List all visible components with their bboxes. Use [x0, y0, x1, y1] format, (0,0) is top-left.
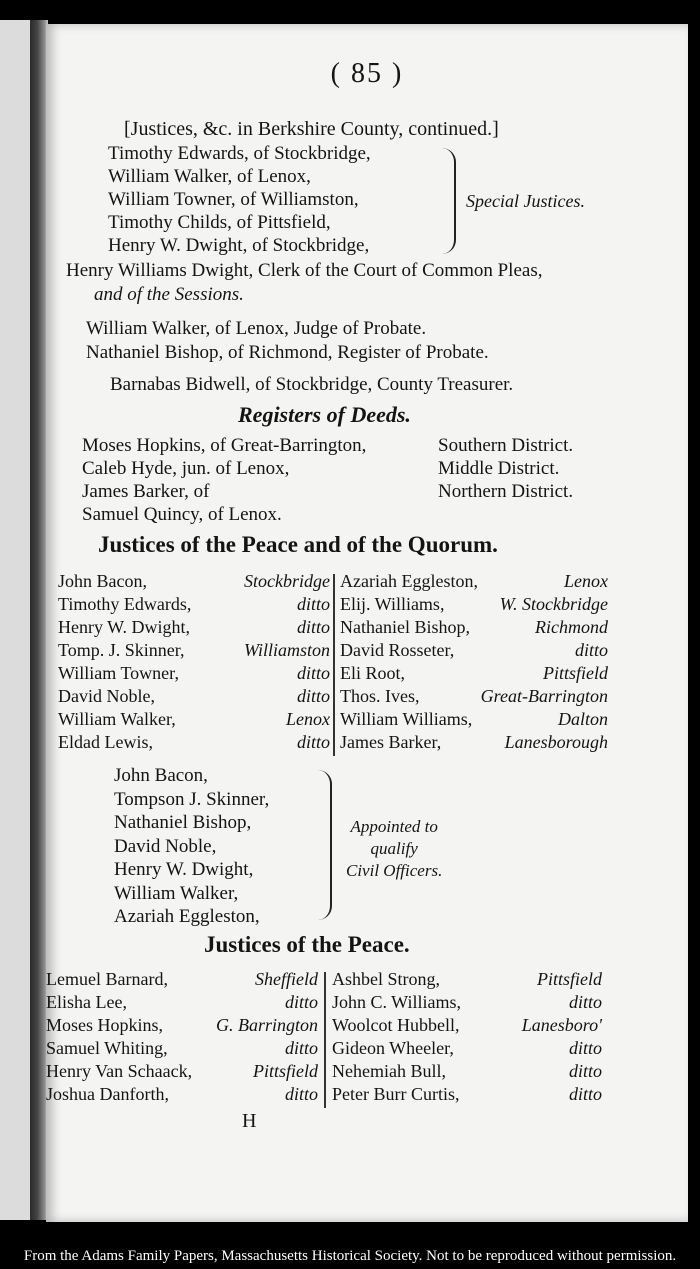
justice-row — [332, 1037, 602, 1060]
justice-place: Lanesboro' — [521, 1015, 602, 1035]
justice-row — [332, 1060, 602, 1083]
justice-place: ditto — [296, 663, 330, 683]
justice-place: Pittsfield — [253, 1061, 318, 1081]
register-name: Moses Hopkins, of Great-Barrington, — [82, 435, 367, 456]
justice-row — [58, 662, 330, 685]
special-justice: William Walker, of Lenox, — [108, 166, 311, 187]
justice-name: Timothy Edwards, — [58, 594, 192, 614]
justice-name: Eli Root, — [340, 663, 406, 683]
justice-row — [58, 685, 330, 708]
page-number: ( 85 ) — [330, 58, 404, 89]
justice-place: ditto — [296, 686, 330, 706]
justice-row — [340, 708, 608, 731]
registers-districts — [438, 434, 573, 503]
column-rule — [333, 574, 335, 756]
justice-name: William Walker, — [58, 709, 176, 729]
justice-name: Joshua Danforth, — [46, 1084, 169, 1104]
civil-officer: William Walker, — [114, 882, 239, 904]
justice-place: Pittsfield — [543, 663, 608, 683]
justice-name: William Towner, — [58, 663, 179, 683]
justice-place: ditto — [296, 617, 330, 637]
justice-row — [332, 1014, 602, 1037]
justice-place: ditto — [568, 1038, 602, 1058]
registers-names — [82, 434, 366, 526]
civil-officer: John Bacon, — [114, 765, 208, 786]
justice-name: David Rosseter, — [340, 640, 455, 660]
justice-name: Woolcot Hubbell, — [332, 1015, 460, 1035]
civil-officers-label — [346, 816, 442, 882]
special-justice: Timothy Childs, of Pittsfield, — [108, 212, 331, 233]
justice-place: ditto — [284, 992, 318, 1012]
justice-name: Nathaniel Bishop, — [340, 617, 470, 637]
register-district: Northern District. — [438, 481, 574, 502]
justice-row — [46, 1083, 318, 1106]
justice-name: Tomp. J. Skinner, — [58, 640, 185, 660]
justice-place: ditto — [568, 1061, 602, 1081]
justice-place: ditto — [574, 640, 608, 660]
clerk-line-1: Henry Williams Dwight, Clerk of the Court of Common Pleas, — [66, 260, 543, 281]
brace — [318, 770, 332, 920]
justice-name: Elisha Lee, — [46, 992, 127, 1012]
brace — [442, 148, 456, 254]
special-justice: Timothy Edwards, of Stockbridge, — [108, 143, 371, 164]
special-justices-list — [108, 142, 371, 257]
justice-name: Gideon Wheeler, — [332, 1038, 454, 1058]
justice-row — [340, 570, 608, 593]
justice-place: Williamston — [243, 640, 330, 660]
justice-place: Pittsfield — [537, 969, 602, 989]
justice-name: Elij. Williams, — [340, 594, 445, 614]
justice-place: Lenox — [286, 709, 330, 729]
justice-place: Dalton — [557, 709, 608, 729]
justice-row — [46, 1014, 318, 1037]
justice-row — [332, 1083, 602, 1106]
justice-place: ditto — [284, 1084, 318, 1104]
probate-judge: William Walker, of Lenox, Judge of Probate. — [86, 318, 427, 339]
justice-row — [340, 616, 608, 639]
special-justice: William Towner, of Williamston, — [108, 189, 359, 210]
justice-name: Ashbel Strong, — [332, 969, 440, 989]
justice-place: G. Barrington — [215, 1015, 318, 1035]
county-treasurer: Barnabas Bidwell, of Stockbridge, County Treasurer. — [110, 374, 514, 395]
justice-place: ditto — [296, 594, 330, 614]
justice-place: Richmond — [535, 617, 608, 637]
justice-name: James Barker, — [340, 732, 442, 752]
peace-left-column — [46, 968, 318, 1106]
justice-name: Moses Hopkins, — [46, 1015, 164, 1035]
register-district: Middle District. — [438, 458, 560, 479]
justice-row — [340, 731, 608, 754]
justice-row — [58, 708, 330, 731]
quorum-heading: Justices of the Peace and of the Quorum. — [98, 532, 498, 557]
peace-right-column — [332, 968, 602, 1106]
justice-place: Great-Barrington — [480, 686, 608, 706]
justice-name: Nehemiah Bull, — [332, 1061, 446, 1081]
justice-row — [46, 1037, 318, 1060]
special-justice: Henry W. Dwight, of Stockbridge, — [108, 235, 370, 256]
justice-row — [46, 968, 318, 991]
justice-name: John Bacon, — [58, 571, 147, 591]
civil-officer: Azariah Eggleston, — [114, 906, 260, 927]
justice-place: Lanesborough — [504, 732, 608, 752]
justice-name: William Williams, — [340, 709, 473, 729]
register-district: Southern District. — [438, 435, 574, 456]
justice-name: Lemuel Barnard, — [46, 969, 168, 989]
justice-row — [340, 593, 608, 616]
registers-heading: Registers of Deeds. — [238, 402, 411, 427]
justice-row — [58, 593, 330, 616]
justice-name: John C. Williams, — [332, 992, 461, 1012]
justice-name: Henry W. Dwight, — [58, 617, 190, 637]
civil-officer: Henry W. Dwight, — [114, 859, 254, 880]
justice-place: Lenox — [564, 571, 608, 591]
justice-name: Azariah Eggleston, — [340, 571, 478, 591]
civil-officers-label-line: Civil Officers. — [346, 861, 443, 880]
register-name: Samuel Quincy, of Lenox. — [82, 504, 282, 525]
peace-heading: Justices of the Peace. — [204, 932, 410, 957]
justice-row — [58, 639, 330, 662]
justice-place: ditto — [568, 1084, 602, 1104]
justice-name: Henry Van Schaack, — [46, 1061, 193, 1081]
justice-row — [340, 662, 608, 685]
justice-place: W. Stockbridge — [499, 594, 608, 614]
justice-row — [340, 685, 608, 708]
signature-mark: H — [242, 1110, 257, 1132]
civil-officers-label-line: qualify — [370, 839, 418, 858]
civil-officers-list — [114, 764, 269, 929]
justice-place: Sheffield — [255, 969, 318, 989]
justice-place: ditto — [296, 732, 330, 752]
civil-officer: David Noble, — [114, 835, 217, 857]
justice-row — [46, 1060, 318, 1083]
probate-register: Nathaniel Bishop, of Richmond, Register of Probate. — [86, 342, 489, 363]
civil-officers-label-line: Appointed to — [350, 817, 438, 836]
register-name: James Barker, of — [82, 481, 210, 502]
justice-name: Samuel Whiting, — [46, 1038, 168, 1058]
civil-officer: Nathaniel Bishop, — [114, 812, 252, 833]
justice-name: Peter Burr Curtis, — [332, 1084, 460, 1104]
justice-row — [58, 616, 330, 639]
justice-name: Eldad Lewis, — [58, 732, 153, 752]
document-page — [46, 24, 688, 1222]
quorum-left-column — [58, 570, 330, 754]
quorum-right-column — [340, 570, 608, 754]
special-justices-label: Special Justices. — [466, 191, 585, 211]
justice-name: David Noble, — [58, 686, 155, 706]
facing-page-edge — [0, 20, 32, 1220]
justice-place: ditto — [284, 1038, 318, 1058]
justice-place: ditto — [568, 992, 602, 1012]
copyright-footer: From the Adams Family Papers, Massachusetts Historical Society. Not to be reproduced without permission. — [23, 1248, 677, 1264]
justice-name: Thos. Ives, — [340, 686, 420, 706]
justice-place: Stockbridge — [244, 571, 330, 591]
running-head: [Justices, &c. in Berkshire County, continued.] — [124, 118, 499, 140]
column-rule — [324, 972, 326, 1108]
justice-row — [340, 639, 608, 662]
justice-row — [332, 968, 602, 991]
clerk-line-2: and of the Sessions. — [94, 284, 244, 305]
justice-row — [58, 731, 330, 754]
register-name: Caleb Hyde, jun. of Lenox, — [82, 458, 290, 479]
justice-row — [46, 991, 318, 1014]
civil-officer: Tompson J. Skinner, — [114, 788, 270, 810]
justice-row — [58, 570, 330, 593]
justice-row — [332, 991, 602, 1014]
